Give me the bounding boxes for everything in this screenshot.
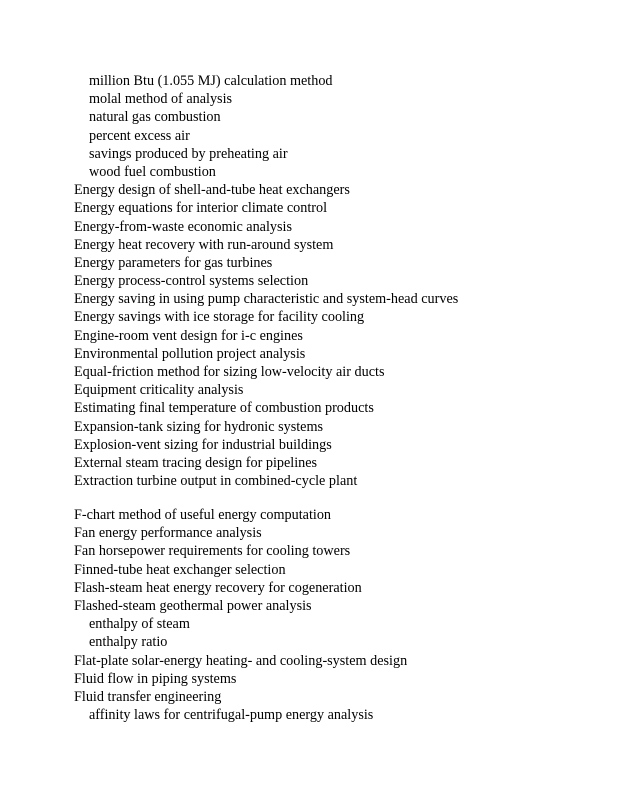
index-subentry: savings produced by preheating air: [89, 145, 288, 162]
index-entry: Fan horsepower requirements for cooling towers: [74, 543, 351, 560]
index-entry: Estimating final temperature of combustion products: [74, 400, 374, 417]
index-entry: Explosion-vent sizing for industrial buildings: [74, 436, 332, 453]
index-entry: F-chart method of useful energy computation: [74, 507, 332, 523]
index-entry: Energy parameters for gas turbines: [74, 254, 273, 271]
index-subentry: enthalpy of steam: [89, 616, 190, 633]
index-section-f: [74, 506, 407, 724]
index-entry: Energy saving in using pump characteristic and system-head curves: [74, 291, 459, 308]
index-entry: Engine-room vent design for i-c engines: [74, 327, 303, 344]
index-entry: Flat-plate solar-energy heating- and cooling-system design: [74, 652, 408, 669]
index-subentry: million Btu (1.055 MJ) calculation method: [89, 73, 333, 89]
index-entry: Finned-tube heat exchanger selection: [74, 561, 286, 578]
index-entry: Environmental pollution project analysis: [74, 345, 306, 362]
index-subentry: natural gas combustion: [89, 109, 221, 126]
index-entry: Energy heat recovery with run-around system: [74, 236, 334, 253]
index-subentry: molal method of analysis: [89, 91, 233, 108]
index-entry: Energy savings with ice storage for facility cooling: [74, 309, 365, 326]
index-entry: Expansion-tank sizing for hydronic systems: [74, 418, 324, 435]
index-subentry: percent excess air: [89, 127, 190, 144]
index-entry: Energy-from-waste economic analysis: [74, 218, 292, 235]
index-entry: External steam tracing design for pipelines: [74, 454, 318, 471]
index-entry: Extraction turbine output in combined-cycle plant: [74, 473, 358, 490]
index-entry: Energy design of shell-and-tube heat exchangers: [74, 182, 350, 199]
index-subentry: enthalpy ratio: [89, 634, 168, 651]
index-entry: Fluid flow in piping systems: [74, 670, 237, 687]
index-entry: Fan energy performance analysis: [74, 525, 262, 542]
index-subentry: affinity laws for centrifugal-pump energy analysis: [89, 707, 374, 724]
index-entry: Equal-friction method for sizing low-velocity air ducts: [74, 364, 385, 380]
index-entry: Fluid transfer engineering: [74, 688, 222, 705]
index-entry: Equipment criticality analysis: [74, 382, 244, 399]
index-section-e: [74, 72, 458, 490]
index-entry: Energy process-control systems selection: [74, 273, 309, 290]
index-entry: Energy equations for interior climate control: [74, 200, 328, 217]
index-entry: Flashed-steam geothermal power analysis: [74, 597, 312, 614]
index-subentry: wood fuel combustion: [89, 163, 216, 180]
index-entry: Flash-steam heat energy recovery for cogeneration: [74, 579, 362, 596]
